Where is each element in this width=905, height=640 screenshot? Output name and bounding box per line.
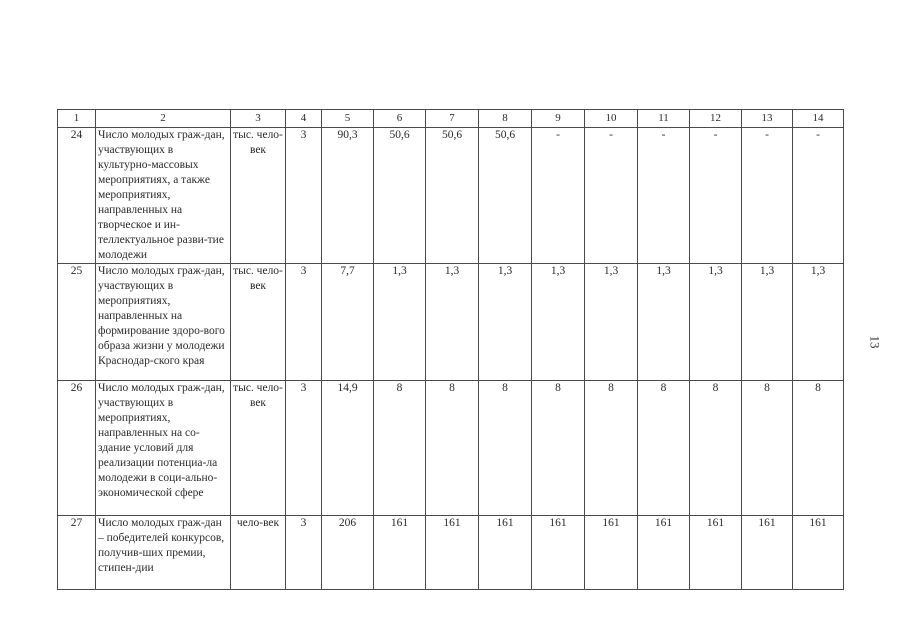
- page-number: 13: [867, 335, 883, 349]
- value-cell: 1,3: [793, 264, 844, 381]
- row-number: 25: [58, 264, 96, 381]
- row-number: 27: [58, 516, 96, 590]
- column-number: 11: [638, 110, 690, 128]
- value-cell: 90,3: [322, 128, 374, 264]
- column-number: 7: [426, 110, 479, 128]
- value-cell: 8: [742, 381, 793, 516]
- value-cell: 7,7: [322, 264, 374, 381]
- value-cell: 1,3: [585, 264, 638, 381]
- value-cell: 1,3: [742, 264, 793, 381]
- unit-of-measure: тыс. чело-век: [231, 381, 286, 516]
- value-cell: 8: [532, 381, 585, 516]
- table-row: [58, 264, 844, 381]
- table-row: [58, 128, 844, 264]
- value-cell: -: [532, 128, 585, 264]
- value-cell: 161: [426, 516, 479, 590]
- value-cell: 50,6: [479, 128, 532, 264]
- value-cell: 161: [374, 516, 426, 590]
- value-cell: 50,6: [426, 128, 479, 264]
- column-number: 13: [742, 110, 793, 128]
- value-cell: 161: [742, 516, 793, 590]
- value-cell: 8: [638, 381, 690, 516]
- column-number: 5: [322, 110, 374, 128]
- value-cell: 1,3: [532, 264, 585, 381]
- value-cell: 3: [286, 128, 322, 264]
- column-number: 1: [58, 110, 96, 128]
- value-cell: 3: [286, 516, 322, 590]
- value-cell: 8: [479, 381, 532, 516]
- value-cell: 1,3: [690, 264, 742, 381]
- value-cell: 161: [638, 516, 690, 590]
- value-cell: 8: [585, 381, 638, 516]
- value-cell: 161: [585, 516, 638, 590]
- value-cell: 8: [690, 381, 742, 516]
- table-row: [58, 516, 844, 590]
- column-number: 14: [793, 110, 844, 128]
- value-cell: 161: [532, 516, 585, 590]
- column-number-row: [58, 110, 844, 128]
- value-cell: 14,9: [322, 381, 374, 516]
- value-cell: -: [793, 128, 844, 264]
- value-cell: -: [638, 128, 690, 264]
- indicator-name: Число молодых граж-дан, участвующих в мероприятиях, направленных на со-здание условий для реализации потенциа-ла молодежи в соци-ально-экономической сфере: [96, 381, 231, 516]
- column-number: 8: [479, 110, 532, 128]
- value-cell: -: [585, 128, 638, 264]
- value-cell: -: [690, 128, 742, 264]
- value-cell: 161: [793, 516, 844, 590]
- value-cell: 3: [286, 381, 322, 516]
- value-cell: 1,3: [479, 264, 532, 381]
- unit-of-measure: тыс. чело-век: [231, 128, 286, 264]
- value-cell: 8: [426, 381, 479, 516]
- column-number: 3: [231, 110, 286, 128]
- row-number: 26: [58, 381, 96, 516]
- value-cell: 1,3: [638, 264, 690, 381]
- indicators-table: [57, 109, 844, 590]
- indicator-name: Число молодых граж-дан, участвующих в культурно-массовых мероприятиях, а также мероприятиях, направленных на творческое и ин-теллектуальное разви-тие молодежи: [96, 128, 231, 264]
- value-cell: 8: [374, 381, 426, 516]
- table-row: [58, 381, 844, 516]
- value-cell: 3: [286, 264, 322, 381]
- value-cell: 1,3: [426, 264, 479, 381]
- value-cell: 1,3: [374, 264, 426, 381]
- value-cell: 161: [690, 516, 742, 590]
- indicator-name: Число молодых граж-дан, участвующих в мероприятиях, направленных на формирование здоро-вого образа жизни у молодежи Краснодар-ского края: [96, 264, 231, 381]
- indicator-name: Число молодых граж-дан – победителей конкурсов, получив-ших премии, стипен-дии: [96, 516, 231, 590]
- value-cell: 161: [479, 516, 532, 590]
- column-number: 9: [532, 110, 585, 128]
- value-cell: 206: [322, 516, 374, 590]
- column-number: 2: [96, 110, 231, 128]
- column-number: 12: [690, 110, 742, 128]
- value-cell: 50,6: [374, 128, 426, 264]
- row-number: 24: [58, 128, 96, 264]
- value-cell: -: [742, 128, 793, 264]
- unit-of-measure: чело-век: [231, 516, 286, 590]
- column-number: 4: [286, 110, 322, 128]
- value-cell: 8: [793, 381, 844, 516]
- column-number: 10: [585, 110, 638, 128]
- unit-of-measure: тыс. чело-век: [231, 264, 286, 381]
- column-number: 6: [374, 110, 426, 128]
